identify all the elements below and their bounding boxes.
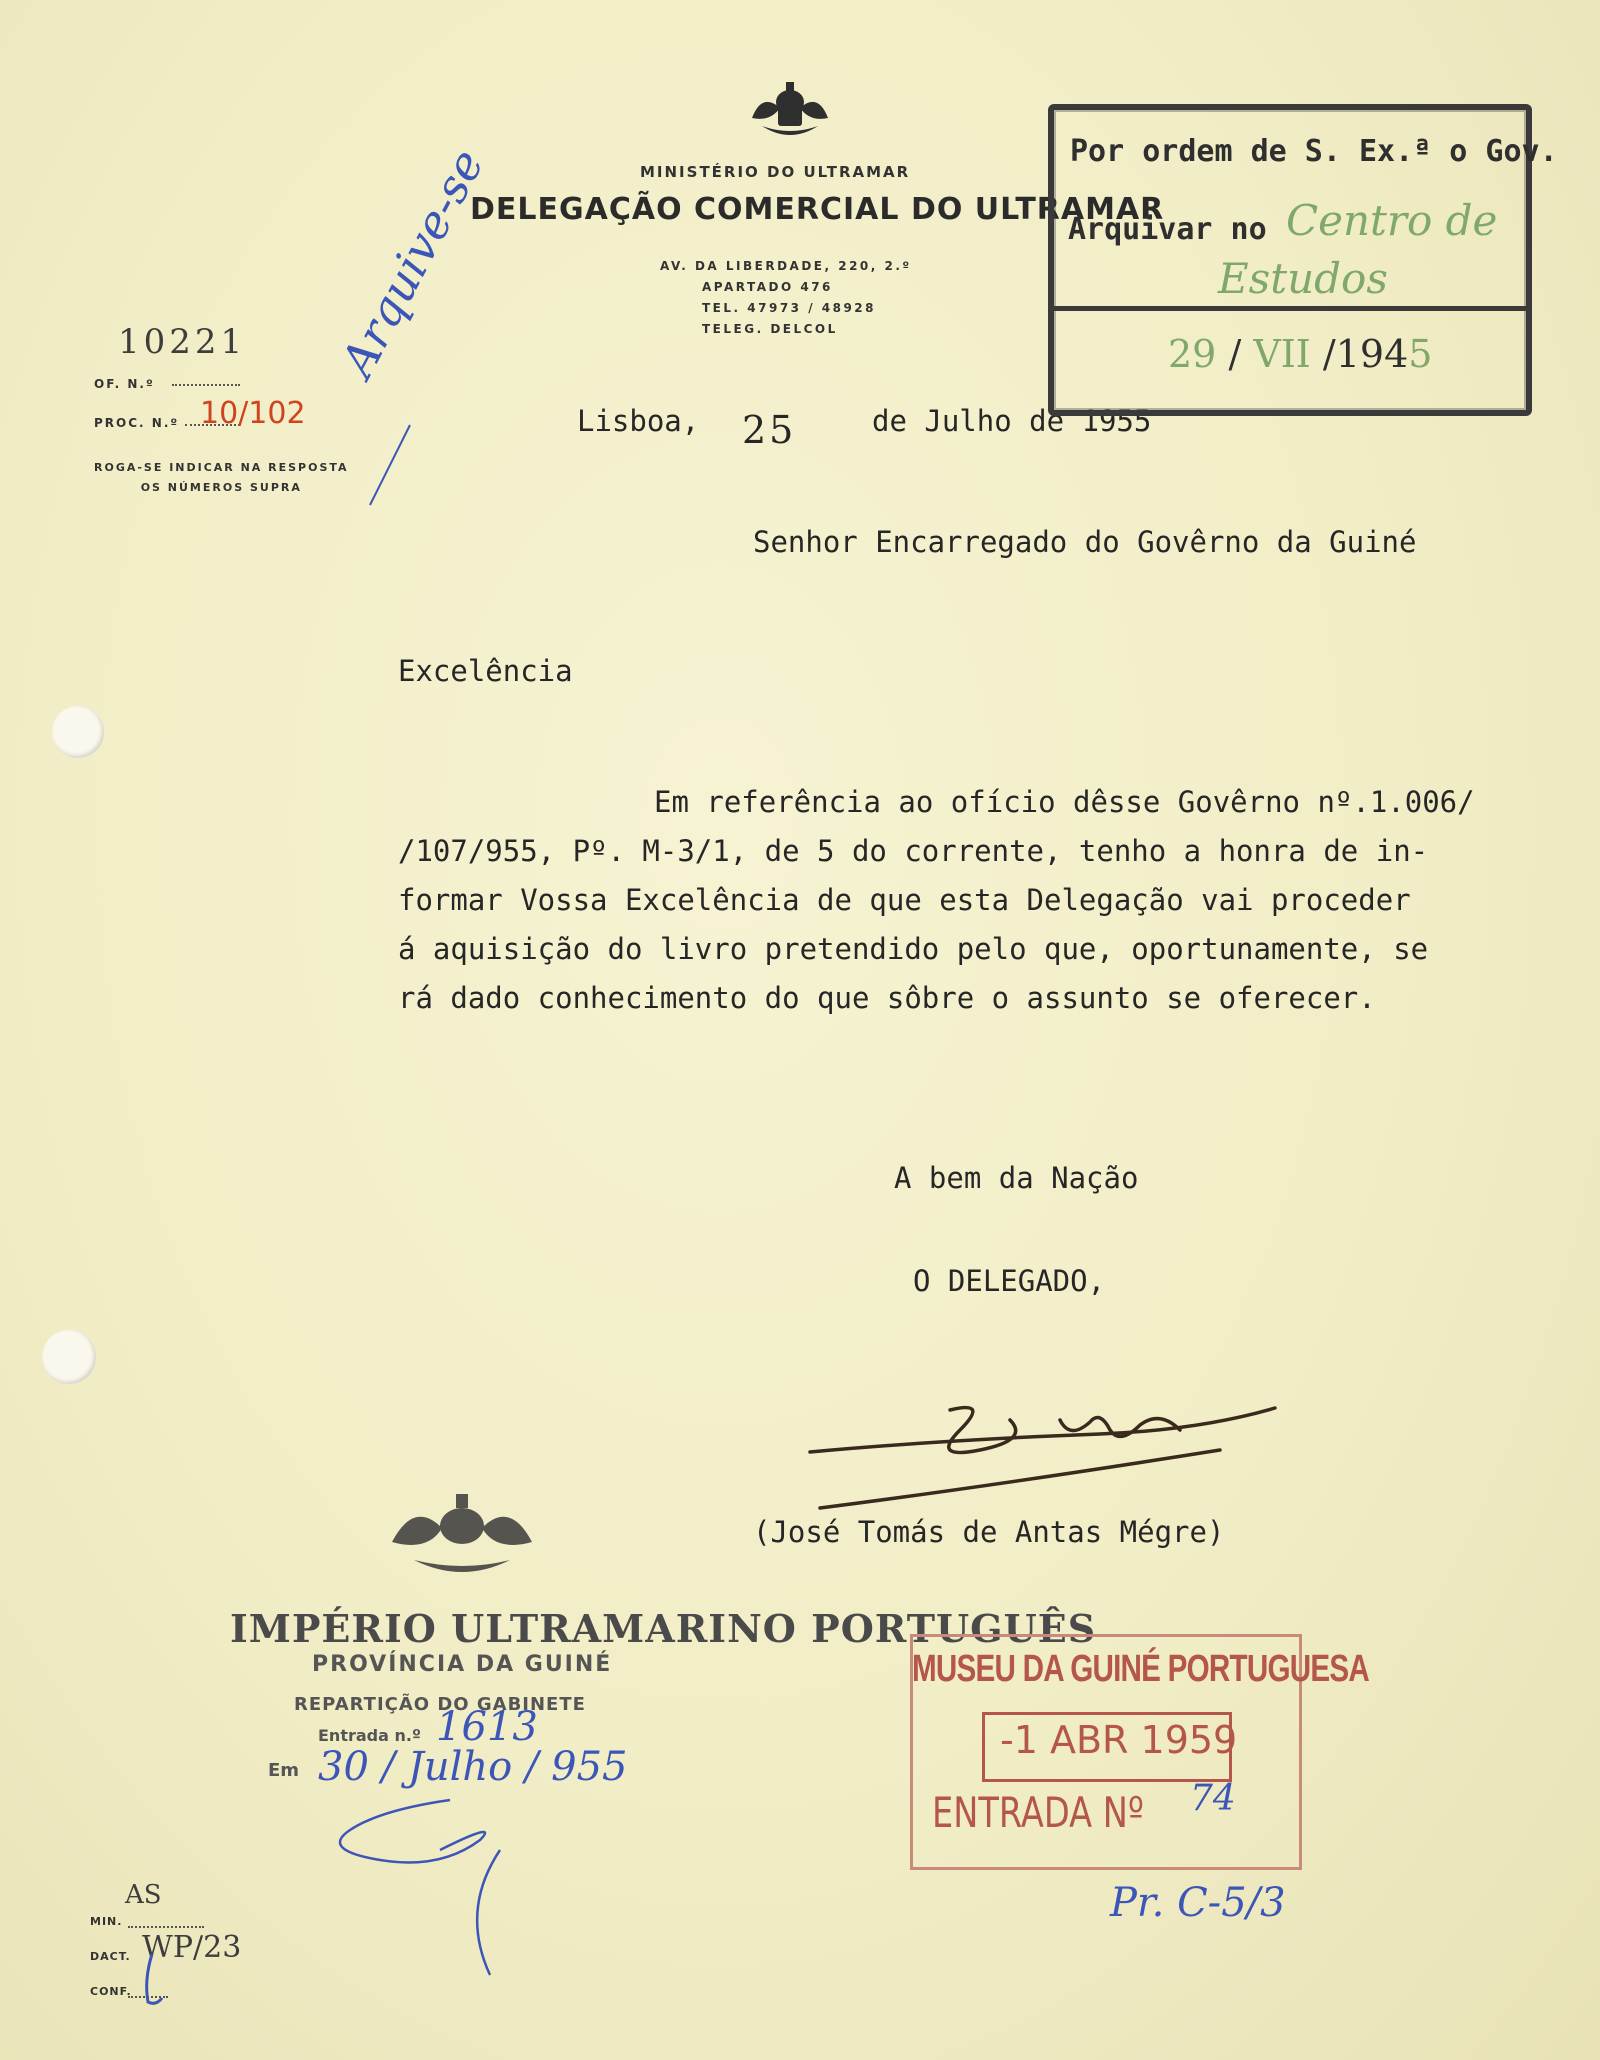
letter-body <box>398 778 1475 1023</box>
min-label: MIN. <box>90 1915 123 1928</box>
punch-hole-upper <box>52 706 104 758</box>
conf-label: CONF. <box>90 1985 132 1998</box>
provincial-crest-icon <box>384 1486 540 1586</box>
min-dots <box>128 1926 204 1928</box>
of-number-label: OF. N.º <box>94 377 155 391</box>
salutation: Excelência <box>398 654 573 688</box>
address-line: TELEG. DELCOL <box>702 322 838 336</box>
reference-note-line: OS NÚMEROS SUPRA <box>140 481 302 494</box>
museum-reference: Pr. C-5/3 <box>1110 1880 1286 1926</box>
stamp-date-year: /194 <box>1322 332 1409 376</box>
reference-note-line: ROGA-SE INDICAR NA RESPOSTA <box>94 461 349 474</box>
body-line: rá dado conhecimento do que sôbre o assunto se oferecer. <box>398 981 1376 1015</box>
stamp-date-sep: / <box>1228 332 1254 376</box>
body-line: /107/955, Pº. M-3/1, de 5 do corrente, tenho a honra de in- <box>398 834 1429 868</box>
museum-date: -1 ABR 1959 <box>1000 1718 1238 1762</box>
museum-name: MUSEU DA GUINÉ PORTUGUESA <box>912 1648 1369 1690</box>
margin-note-stroke <box>360 420 420 510</box>
body-line: formar Vossa Excelência de que esta Delegação vai proceder <box>398 883 1411 917</box>
conf-initial-mark <box>130 1950 170 2010</box>
letter-day: 25 <box>742 408 797 452</box>
stamp-date-month: VII <box>1253 332 1311 376</box>
stamp-archive-line: Arquivar no <box>1068 212 1267 247</box>
dact-label: DACT. <box>90 1950 131 1963</box>
of-number-dots <box>172 384 240 386</box>
signatory-role: O DELEGADO, <box>913 1264 1106 1298</box>
empire-stamp-title: IMPÉRIO ULTRAMARINO PORTUGUÊS <box>230 1606 1097 1651</box>
stamp-date-day: 29 <box>1168 332 1217 376</box>
province-line: PROVÍNCIA DA GUINÉ <box>312 1652 613 1677</box>
proc-number-value: 10/102 <box>200 396 306 431</box>
address-line: AV. DA LIBERDADE, 220, 2.º <box>660 259 912 273</box>
punch-hole-lower <box>42 1330 96 1384</box>
body-line: Em referência ao ofício dêsse Govêrno nº.1.006/ <box>654 785 1475 819</box>
letter-city: Lisboa, <box>577 404 700 438</box>
reference-note <box>94 458 349 498</box>
handwritten-flourish <box>300 1790 600 1980</box>
body-line: á aquisição do livro pretendido pelo que, oportunamente, se <box>398 932 1429 966</box>
stamp-divider <box>1054 306 1526 311</box>
office-line: REPARTIÇÃO DO GABINETE <box>294 1694 586 1715</box>
entry-label: Entrada n.º <box>318 1726 421 1745</box>
recipient: Senhor Encarregado do Govêrno da Guiné <box>753 525 1417 559</box>
stamp-handwritten-centre: Centro de <box>1286 196 1498 245</box>
entry-number: 1613 <box>436 1704 538 1750</box>
ministry-name: MINISTÉRIO DO ULTRAMAR <box>640 163 911 181</box>
handwritten-margin-note: Arquive-se <box>330 140 495 386</box>
dact-value: WP/23 <box>142 1930 242 1965</box>
signatory-name: (José Tomás de Antas Mégre) <box>753 1515 1225 1549</box>
museum-entry-label: ENTRADA Nº <box>932 1788 1144 1837</box>
stamp-date <box>1168 332 1432 376</box>
reference-number: 10221 <box>118 322 247 362</box>
stamp-date-year-suffix: 5 <box>1408 332 1433 376</box>
address-line: TEL. 47973 / 48928 <box>702 301 876 315</box>
museum-entry-number: 74 <box>1190 1778 1236 1819</box>
coat-of-arms-icon <box>742 78 838 148</box>
stamp-order-line: Por ordem de S. Ex.ª o Gov. <box>1070 134 1558 169</box>
proc-number-label: PROC. N.º <box>94 416 180 430</box>
signature-icon <box>800 1390 1290 1520</box>
letterhead-address <box>660 256 912 340</box>
entry-date-label: Em <box>268 1760 300 1781</box>
entry-date: 30 / Julho / 955 <box>318 1744 628 1790</box>
delegation-name: DELEGAÇÃO COMERCIAL DO ULTRAMAR <box>470 192 1165 227</box>
typist-initials: AS <box>125 1880 162 1910</box>
address-line: APARTADO 476 <box>702 280 833 294</box>
stamp-handwritten-estudos: Estudos <box>1218 254 1388 303</box>
letter-date: de Julho de 1955 <box>872 404 1152 438</box>
closing-phrase: A bem da Nação <box>894 1161 1139 1195</box>
